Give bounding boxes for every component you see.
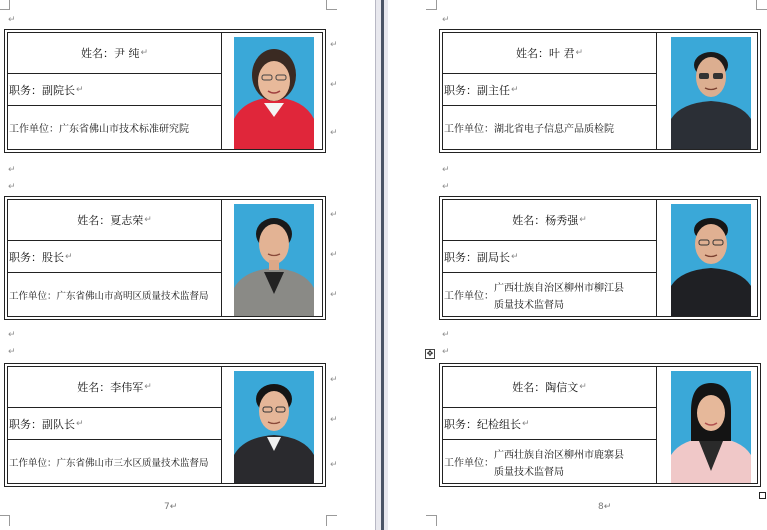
person-name: 李伟军 [110,381,144,394]
unit-cell[interactable] [8,273,221,320]
unit-value-line: 质量技术监督局 [494,466,564,478]
paragraph-mark: ↵ [442,165,450,175]
cell-end-mark: ↵ [144,382,152,392]
cell-end-mark: ↵ [511,84,519,95]
duty-label: 职务： [444,83,477,97]
profile-photo[interactable] [234,37,314,149]
cell-end-mark: ↵ [76,418,84,429]
name-label: 姓名： [512,214,546,227]
duty-value: 副主任 [477,83,510,97]
paragraph-mark: ↵ [442,347,450,357]
cell-end-mark: ↵ [76,84,84,95]
cell-end-mark: ↵ [140,48,149,58]
duty-cell[interactable] [443,74,656,106]
cell-end-mark: ↵ [522,418,530,429]
duty-value: 副院长 [42,83,75,97]
unit-value: 广东省佛山市三水区质量技术监督局 [56,458,209,469]
page-corner-mark [326,515,337,526]
name-label: 姓名： [515,47,549,60]
profile-card[interactable] [439,29,761,153]
page-corner-mark [326,0,337,10]
duty-label: 职务： [9,417,42,431]
duty-label: 职务： [9,250,42,264]
paragraph-mark: ↵ [8,15,16,25]
row-end-mark: ↵ [330,210,338,220]
paragraph-mark: ↵ [8,347,16,357]
paragraph-mark: ↵ [8,165,16,175]
profile-photo[interactable] [234,204,314,316]
profile-card[interactable] [4,196,326,320]
cell-end-mark: ↵ [579,215,587,225]
cell-end-mark: ↵ [579,382,587,392]
row-end-mark: ↵ [330,460,338,470]
duty-value: 副队长 [42,417,75,431]
name-label: 姓名： [512,381,546,394]
paragraph-mark: ↵ [442,330,450,340]
page-number: 8↵ [598,502,612,512]
unit-cell[interactable] [443,273,656,320]
profile-card[interactable] [4,363,326,487]
person-name: 尹 纯 [113,47,140,60]
duty-value: 股长 [42,250,64,264]
document-page-left [0,0,375,530]
cell-end-mark: ↵ [575,48,584,58]
profile-card[interactable] [4,29,326,153]
duty-cell[interactable] [8,74,221,106]
name-cell[interactable] [8,200,221,241]
person-name: 叶 君 [548,47,575,60]
name-cell[interactable] [443,33,656,74]
profile-photo[interactable] [671,371,751,483]
duty-cell[interactable] [8,408,221,440]
row-end-mark: ↵ [330,250,338,260]
unit-label: 工作单位： [444,458,494,469]
paragraph-mark: ↵ [442,15,450,25]
unit-cell[interactable] [443,106,656,153]
cell-end-mark: ↵ [65,251,73,262]
unit-cell[interactable] [8,440,221,487]
row-end-mark: ↵ [330,415,338,425]
page-corner-mark [756,0,767,10]
profile-photo[interactable] [234,371,314,483]
table-resize-handle-icon[interactable] [759,492,766,499]
person-name: 陶信文 [545,381,579,394]
page-corner-mark [0,515,10,526]
paragraph-mark: ↵ [8,182,16,192]
page-corner-mark [426,0,437,10]
duty-cell[interactable] [443,408,656,440]
table-move-handle-icon[interactable]: ✥ [426,349,434,358]
duty-label: 职务： [444,417,477,431]
unit-label: 工作单位： [444,291,494,302]
person-name: 杨秀强 [545,214,579,227]
row-end-mark: ↵ [330,80,338,90]
duty-label: 职务： [444,250,477,264]
name-cell[interactable] [443,367,656,408]
profile-card[interactable] [439,196,761,320]
name-cell[interactable] [8,367,221,408]
unit-cell[interactable] [443,440,656,487]
cell-end-mark: ↵ [144,215,152,225]
page-corner-mark [426,515,437,526]
row-end-mark: ↵ [330,375,338,385]
unit-value: 湖北省电子信息产品质检院 [494,124,614,135]
name-label: 姓名： [77,381,111,394]
duty-cell[interactable] [8,241,221,273]
duty-value: 纪检组长 [477,417,521,431]
unit-value-line: 广西壮族自治区柳州市鹿寨县 [494,449,624,461]
unit-label: 工作单位： [9,124,59,135]
unit-value: 广东省佛山市技术标准研究院 [59,124,189,135]
duty-label: 职务： [9,83,42,97]
name-label: 姓名： [77,214,111,227]
page-number: 7↵ [164,502,178,512]
paragraph-mark: ↵ [442,182,450,192]
row-end-mark: ↵ [330,128,338,138]
profile-photo[interactable] [671,204,751,316]
unit-value: 广东省佛山市高明区质量技术监督局 [56,291,209,302]
paragraph-mark: ↵ [8,330,16,340]
unit-label: 工作单位： [444,124,494,135]
unit-value-line: 广西壮族自治区柳州市柳江县 [494,282,624,294]
page-corner-mark [0,0,10,10]
profile-card[interactable] [439,363,761,487]
unit-value-line: 质量技术监督局 [494,299,564,311]
name-label: 姓名： [80,47,114,60]
unit-cell[interactable] [8,106,221,153]
person-name: 夏志荣 [110,214,144,227]
unit-label: 工作单位： [9,458,57,469]
duty-cell[interactable] [443,241,656,273]
name-cell[interactable] [443,200,656,241]
row-end-mark: ↵ [330,290,338,300]
row-end-mark: ↵ [330,40,338,50]
cell-end-mark: ↵ [511,251,519,262]
document-page-right [388,0,767,530]
name-cell[interactable] [8,33,221,74]
duty-value: 副局长 [477,250,510,264]
profile-photo[interactable] [671,37,751,149]
unit-label: 工作单位： [9,291,57,302]
